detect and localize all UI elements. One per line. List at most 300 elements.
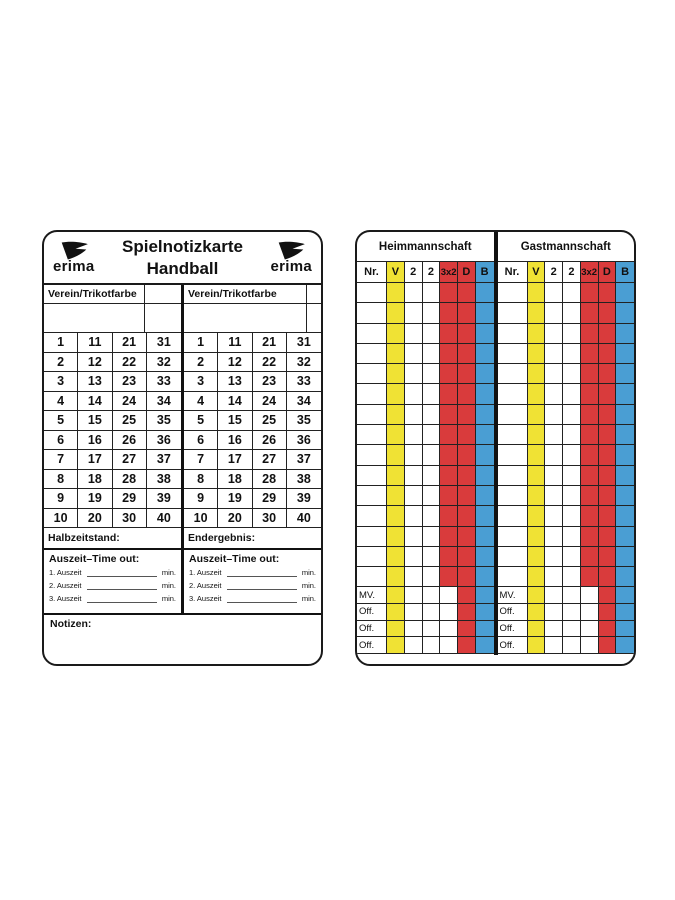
score-cell	[581, 587, 599, 604]
official-label-cell: Off.	[498, 637, 528, 654]
club-color-cell	[145, 285, 181, 304]
score-cell	[563, 637, 581, 654]
score-cell	[387, 364, 405, 384]
score-cell	[458, 324, 476, 344]
official-label-cell: Off.	[498, 621, 528, 638]
score-cell	[498, 303, 528, 323]
home-score-table	[357, 261, 494, 654]
player-number-cell: 9	[184, 489, 218, 509]
score-cell	[357, 425, 387, 445]
score-cell	[545, 324, 563, 344]
player-number-cell: 24	[113, 392, 147, 412]
score-cell	[458, 364, 476, 384]
player-number-cell: 36	[287, 431, 321, 451]
timeout-title: Auszeit–Time out:	[49, 553, 140, 565]
score-cell	[405, 425, 423, 445]
score-cell	[498, 425, 528, 445]
score-cell	[440, 303, 458, 323]
score-cell	[357, 445, 387, 465]
score-cell	[545, 384, 563, 404]
timeout-label: 3. Auszeit	[49, 594, 82, 603]
timeout-lines	[189, 568, 316, 607]
timeout-minutes-label: min.	[301, 568, 316, 577]
score-cell	[440, 364, 458, 384]
club-label: Verein/Trikotfarbe	[184, 285, 307, 304]
score-cell	[498, 405, 528, 425]
player-number-cell: 15	[78, 411, 112, 431]
score-cell	[440, 466, 458, 486]
score-cell	[498, 364, 528, 384]
score-cell	[563, 466, 581, 486]
score-cell	[476, 425, 494, 445]
score-cell	[545, 283, 563, 303]
player-number-cell: 1	[184, 333, 218, 353]
score-cell	[599, 405, 617, 425]
player-number-cell: 27	[113, 450, 147, 470]
score-cell	[387, 567, 405, 587]
score-cell	[528, 364, 546, 384]
score-cell	[387, 405, 405, 425]
player-number-cell: 10	[44, 509, 78, 529]
score-cell	[458, 303, 476, 323]
score-cell	[423, 567, 441, 587]
score-cell	[599, 303, 617, 323]
player-number-cell: 35	[147, 411, 181, 431]
player-number-cell: 34	[287, 392, 321, 412]
card-title	[122, 236, 243, 279]
timeout-blank-line	[87, 571, 157, 577]
score-cell	[581, 425, 599, 445]
score-cell	[581, 621, 599, 638]
score-cell	[599, 466, 617, 486]
score-cell	[405, 547, 423, 567]
score-cell	[387, 283, 405, 303]
player-number-cell: 29	[253, 489, 287, 509]
score-cell	[476, 637, 494, 654]
score-cell	[599, 425, 617, 445]
score-cell	[476, 303, 494, 323]
player-number-cell: 12	[218, 353, 252, 373]
score-cell	[545, 637, 563, 654]
player-number-grid	[184, 333, 321, 528]
score-cell	[423, 344, 441, 364]
score-cell	[599, 527, 617, 547]
player-number-cell: 33	[147, 372, 181, 392]
score-cell	[599, 384, 617, 404]
score-cell	[387, 445, 405, 465]
score-cell	[581, 547, 599, 567]
player-number-cell: 2	[44, 353, 78, 373]
game-note-card	[42, 230, 323, 666]
score-cell	[387, 425, 405, 445]
score-cell	[357, 567, 387, 587]
column-header-v: V	[387, 262, 405, 283]
timeout-line	[189, 594, 316, 603]
score-cell	[581, 384, 599, 404]
score-cell	[545, 604, 563, 621]
score-cell	[616, 587, 634, 604]
score-cell	[423, 506, 441, 526]
score-cell	[476, 587, 494, 604]
player-number-cell: 5	[184, 411, 218, 431]
score-cell	[476, 547, 494, 567]
score-cell	[545, 547, 563, 567]
score-cell	[616, 621, 634, 638]
score-cell	[458, 445, 476, 465]
official-label-cell: MV.	[498, 587, 528, 604]
column-header-nr: Nr.	[498, 262, 528, 283]
score-cell	[387, 621, 405, 638]
team-column-home	[44, 285, 181, 613]
player-number-cell: 25	[253, 411, 287, 431]
column-header-d: D	[458, 262, 476, 283]
score-cell	[357, 324, 387, 344]
score-card	[355, 230, 636, 666]
score-cell	[563, 384, 581, 404]
player-number-cell: 30	[253, 509, 287, 529]
teams-section	[44, 285, 321, 613]
score-cell	[563, 324, 581, 344]
score-cell	[528, 604, 546, 621]
score-cell	[405, 324, 423, 344]
player-number-cell: 30	[113, 509, 147, 529]
column-header-v: V	[528, 262, 546, 283]
player-number-cell: 38	[147, 470, 181, 490]
score-cell	[498, 344, 528, 364]
score-cell	[440, 604, 458, 621]
player-number-cell: 17	[218, 450, 252, 470]
score-cell	[405, 567, 423, 587]
score-cell	[440, 547, 458, 567]
player-number-cell: 21	[253, 333, 287, 353]
score-cell	[440, 344, 458, 364]
player-number-cell: 14	[78, 392, 112, 412]
score-cell	[405, 466, 423, 486]
player-number-cell: 12	[78, 353, 112, 373]
score-cell	[563, 527, 581, 547]
score-cell	[581, 364, 599, 384]
score-cell	[423, 364, 441, 384]
score-cell	[405, 283, 423, 303]
score-cell	[616, 405, 634, 425]
score-cell	[440, 637, 458, 654]
club-color-writein	[307, 304, 321, 333]
score-cell	[476, 527, 494, 547]
player-number-cell: 5	[44, 411, 78, 431]
score-cell	[528, 445, 546, 465]
timeout-line	[189, 581, 316, 590]
timeout-lines	[49, 568, 176, 607]
score-cell	[616, 425, 634, 445]
timeout-box	[44, 550, 181, 613]
score-cell	[581, 567, 599, 587]
score-cell	[528, 303, 546, 323]
score-cell	[387, 344, 405, 364]
player-number-cell: 38	[287, 470, 321, 490]
score-cell	[476, 604, 494, 621]
score-cell	[616, 283, 634, 303]
player-number-cell: 15	[218, 411, 252, 431]
official-label-cell: Off.	[357, 621, 387, 638]
score-cell	[528, 283, 546, 303]
score-cell	[545, 567, 563, 587]
timeout-label: 3. Auszeit	[189, 594, 222, 603]
score-cell	[423, 405, 441, 425]
player-number-cell: 32	[287, 353, 321, 373]
score-cell	[476, 567, 494, 587]
score-cell	[528, 587, 546, 604]
score-cell	[476, 506, 494, 526]
timeout-title: Auszeit–Time out:	[189, 553, 280, 565]
brand-left	[53, 241, 95, 274]
timeout-label: 1. Auszeit	[49, 568, 82, 577]
score-cell	[599, 283, 617, 303]
score-cell	[581, 637, 599, 654]
score-cell	[405, 384, 423, 404]
timeout-blank-line	[227, 571, 297, 577]
player-number-cell: 28	[113, 470, 147, 490]
player-number-cell: 25	[113, 411, 147, 431]
score-cell	[458, 283, 476, 303]
score-cell	[458, 567, 476, 587]
club-label: Verein/Trikotfarbe	[44, 285, 145, 304]
score-cell	[387, 587, 405, 604]
player-number-cell: 6	[184, 431, 218, 451]
score-cell	[405, 527, 423, 547]
score-cell	[405, 344, 423, 364]
score-cell	[440, 527, 458, 547]
player-number-cell: 36	[147, 431, 181, 451]
score-cell	[616, 303, 634, 323]
score-cell	[423, 303, 441, 323]
score-cell	[563, 486, 581, 506]
score-cell	[563, 587, 581, 604]
score-cell	[440, 486, 458, 506]
club-header-grid	[44, 285, 181, 333]
brand-right	[270, 241, 312, 274]
score-cell	[423, 425, 441, 445]
player-number-cell: 14	[218, 392, 252, 412]
score-cell	[440, 283, 458, 303]
score-cell	[498, 567, 528, 587]
timeout-minutes-label: min.	[161, 594, 176, 603]
score-cell	[545, 445, 563, 465]
score-cell	[405, 637, 423, 654]
score-cell	[616, 567, 634, 587]
column-header-2: 2	[423, 262, 441, 283]
score-cell	[581, 527, 599, 547]
score-cell	[581, 506, 599, 526]
club-color-writein	[145, 304, 181, 333]
column-header-2: 2	[545, 262, 563, 283]
player-number-cell: 28	[253, 470, 287, 490]
player-number-cell: 11	[218, 333, 252, 353]
player-number-cell: 34	[147, 392, 181, 412]
score-cell	[616, 445, 634, 465]
score-cell	[423, 547, 441, 567]
player-number-cell: 33	[287, 372, 321, 392]
player-number-cell: 20	[78, 509, 112, 529]
timeout-blank-line	[227, 597, 297, 603]
player-number-cell: 23	[113, 372, 147, 392]
player-number-cell: 37	[147, 450, 181, 470]
player-number-cell: 7	[184, 450, 218, 470]
score-cell	[581, 405, 599, 425]
column-header-b: B	[476, 262, 494, 283]
timeout-label: 2. Auszeit	[189, 581, 222, 590]
score-cell	[528, 567, 546, 587]
score-cell	[357, 283, 387, 303]
card-title-line1: Spielnotizkarte	[122, 237, 243, 257]
score-cell	[498, 445, 528, 465]
card-header	[44, 232, 321, 285]
score-cell	[498, 527, 528, 547]
score-cell	[387, 486, 405, 506]
score-cell	[357, 303, 387, 323]
score-cell	[563, 364, 581, 384]
score-cell	[528, 637, 546, 654]
score-cell	[458, 405, 476, 425]
score-cell	[357, 506, 387, 526]
score-cell	[545, 621, 563, 638]
score-cell	[545, 425, 563, 445]
score-cell	[423, 466, 441, 486]
score-cell	[405, 621, 423, 638]
score-cell	[357, 547, 387, 567]
club-name-writein	[184, 304, 307, 333]
score-cell	[405, 445, 423, 465]
score-cell	[458, 384, 476, 404]
player-number-cell: 2	[184, 353, 218, 373]
score-cell	[528, 506, 546, 526]
player-number-cell: 23	[253, 372, 287, 392]
score-cell	[498, 547, 528, 567]
score-cell	[581, 303, 599, 323]
score-cell	[599, 637, 617, 654]
score-cell	[423, 527, 441, 547]
score-cell	[476, 621, 494, 638]
player-number-cell: 39	[147, 489, 181, 509]
score-cell	[405, 364, 423, 384]
score-cell	[387, 384, 405, 404]
score-cell	[440, 384, 458, 404]
score-cell	[440, 567, 458, 587]
column-header-3x2: 3x2	[440, 262, 458, 283]
score-cell	[599, 445, 617, 465]
player-number-cell: 16	[78, 431, 112, 451]
score-cell	[599, 506, 617, 526]
score-cell	[528, 527, 546, 547]
score-cell	[581, 283, 599, 303]
score-cell	[599, 587, 617, 604]
score-cell	[545, 364, 563, 384]
player-number-cell: 3	[44, 372, 78, 392]
timeout-line	[49, 594, 176, 603]
score-cell	[563, 303, 581, 323]
score-cell	[563, 344, 581, 364]
score-cell	[528, 384, 546, 404]
score-cell	[476, 486, 494, 506]
score-cell	[563, 621, 581, 638]
score-cell	[616, 527, 634, 547]
score-cell	[458, 425, 476, 445]
player-number-cell: 26	[253, 431, 287, 451]
timeout-minutes-label: min.	[161, 568, 176, 577]
halftime-score-row: Halbzeitstand:	[44, 528, 181, 550]
player-number-cell: 16	[218, 431, 252, 451]
score-cell	[357, 527, 387, 547]
column-header-nr: Nr.	[357, 262, 387, 283]
player-number-cell: 26	[113, 431, 147, 451]
score-cell	[357, 344, 387, 364]
score-cell	[528, 486, 546, 506]
score-cell	[476, 384, 494, 404]
player-number-cell: 29	[113, 489, 147, 509]
player-number-cell: 21	[113, 333, 147, 353]
score-cell	[616, 364, 634, 384]
timeout-line	[49, 568, 176, 577]
score-cell	[581, 324, 599, 344]
score-cell	[458, 587, 476, 604]
player-number-cell: 22	[113, 353, 147, 373]
score-cell	[528, 425, 546, 445]
notes-box: Notizen:	[44, 613, 321, 664]
timeout-blank-line	[87, 584, 157, 590]
player-number-cell: 24	[253, 392, 287, 412]
timeout-label: 2. Auszeit	[49, 581, 82, 590]
score-cell	[405, 506, 423, 526]
club-color-cell	[307, 285, 321, 304]
team-column-guest	[184, 285, 321, 613]
score-cell	[423, 324, 441, 344]
score-cell	[458, 486, 476, 506]
score-cell	[545, 303, 563, 323]
final-score-row: Endergebnis:	[184, 528, 321, 550]
score-cell	[458, 604, 476, 621]
player-number-cell: 27	[253, 450, 287, 470]
column-header-2: 2	[405, 262, 423, 283]
score-cell	[599, 364, 617, 384]
score-cell	[387, 604, 405, 621]
score-cell	[616, 486, 634, 506]
player-number-cell: 18	[78, 470, 112, 490]
score-cell	[423, 445, 441, 465]
official-label-cell: MV.	[357, 587, 387, 604]
score-cell	[423, 486, 441, 506]
column-header-3x2: 3x2	[581, 262, 599, 283]
column-header-b: B	[616, 262, 634, 283]
column-header-2: 2	[563, 262, 581, 283]
score-cell	[476, 466, 494, 486]
score-cell	[545, 587, 563, 604]
score-cell	[405, 587, 423, 604]
card-title-line2: Handball	[146, 258, 219, 278]
player-number-cell: 40	[287, 509, 321, 529]
player-number-cell: 13	[218, 372, 252, 392]
player-number-cell: 8	[44, 470, 78, 490]
score-cell	[599, 621, 617, 638]
score-cell	[357, 486, 387, 506]
score-cell	[423, 283, 441, 303]
score-cell	[528, 324, 546, 344]
score-cell	[616, 547, 634, 567]
score-cell	[616, 324, 634, 344]
score-cell	[616, 604, 634, 621]
score-cell	[498, 283, 528, 303]
timeout-blank-line	[87, 597, 157, 603]
score-cell	[423, 384, 441, 404]
score-cell	[387, 303, 405, 323]
